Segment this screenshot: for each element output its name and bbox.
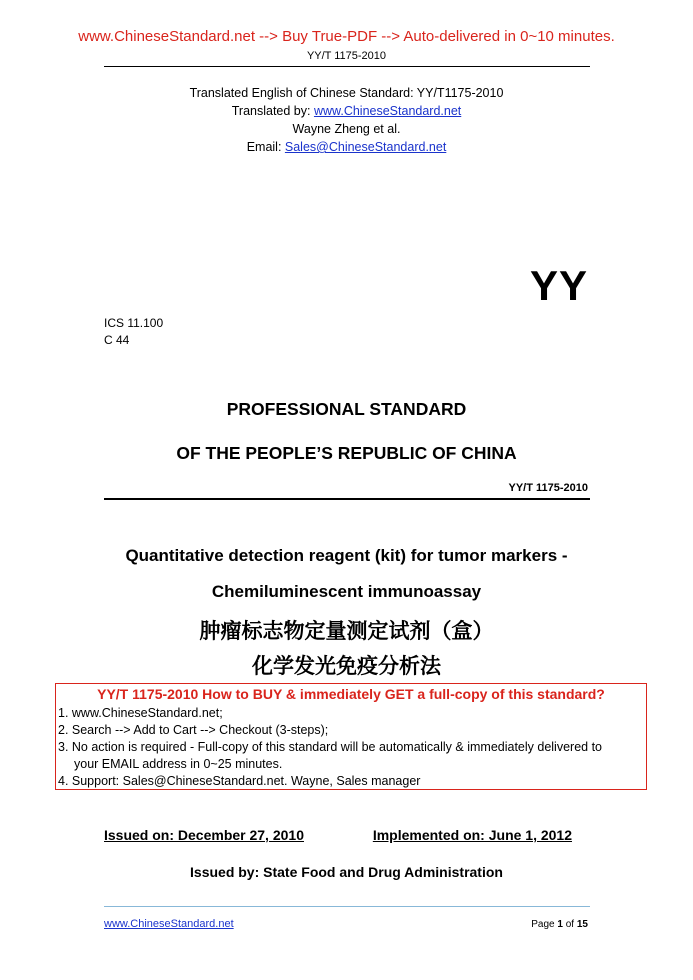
- contact-email: [0, 140, 693, 154]
- purchase-step-3-cont: your EMAIL address in 0~25 minutes.: [74, 757, 283, 771]
- email-link[interactable]: Sales@ChineseStandard.net: [284, 140, 447, 154]
- country-heading: OF THE PEOPLE’S REPUBLIC OF CHINA: [176, 443, 517, 463]
- translation-source: Translated English of Chinese Standard: YY/T1175-2010: [189, 86, 504, 100]
- translated-by-label: Translated by:: [231, 104, 314, 118]
- issued-date: Issued on: December 27, 2010: [104, 827, 304, 843]
- header-divider: [104, 66, 590, 67]
- footer-website-link[interactable]: www.ChineseStandard.net: [104, 918, 234, 930]
- issuing-authority: Issued by: State Food and Drug Administration: [190, 864, 503, 880]
- page-number: 1: [557, 919, 563, 930]
- english-title-line1: Quantitative detection reagent (kit) for tumor markers -: [125, 546, 568, 565]
- purchase-box-title: YY/T 1175-2010 How to BUY & immediately GET a full-copy of this standard?: [97, 686, 605, 702]
- standard-type-heading: PROFESSIONAL STANDARD: [226, 399, 467, 419]
- page-total: 15: [576, 919, 588, 930]
- page-label: Page: [531, 919, 558, 930]
- standard-code-mark: YY: [529, 262, 588, 309]
- chinese-title-line1: 肿瘤标志物定量测定试剂（盒）: [199, 619, 494, 643]
- purchase-step-1: 1. www.ChineseStandard.net;: [58, 706, 223, 720]
- ccs-code: C 44: [104, 333, 130, 347]
- standard-number: YY/T 1175-2010: [508, 482, 588, 494]
- page-indicator: [531, 919, 588, 930]
- translator-name: Wayne Zheng et al.: [292, 122, 401, 136]
- english-title-line2: Chemiluminescent immunoassay: [211, 582, 482, 601]
- translator-website-link[interactable]: www.ChineseStandard.net: [313, 104, 462, 118]
- purchase-step-3: 3. No action is required - Full-copy of this standard will be automatically & immediately delivered to: [58, 740, 602, 754]
- purchase-step-2: 2. Search --> Add to Cart --> Checkout (3-steps);: [58, 723, 329, 737]
- implemented-date: Implemented on: June 1, 2012: [372, 827, 572, 843]
- page-of-label: of: [562, 919, 577, 930]
- footer-divider: [104, 906, 590, 907]
- chinese-title-line2: 化学发光免疫分析法: [252, 654, 441, 678]
- promo-banner[interactable]: www.ChineseStandard.net --> Buy True-PDF --> Auto-delivered in 0~10 minutes.: [78, 28, 615, 45]
- purchase-step-4: 4. Support: Sales@ChineseStandard.net. Wayne, Sales manager: [58, 774, 421, 788]
- header-standard-id: YY/T 1175-2010: [306, 50, 387, 62]
- ics-code: ICS 11.100: [104, 316, 164, 330]
- title-divider: [104, 498, 590, 500]
- email-label: Email:: [246, 140, 285, 154]
- translated-by: [0, 104, 693, 118]
